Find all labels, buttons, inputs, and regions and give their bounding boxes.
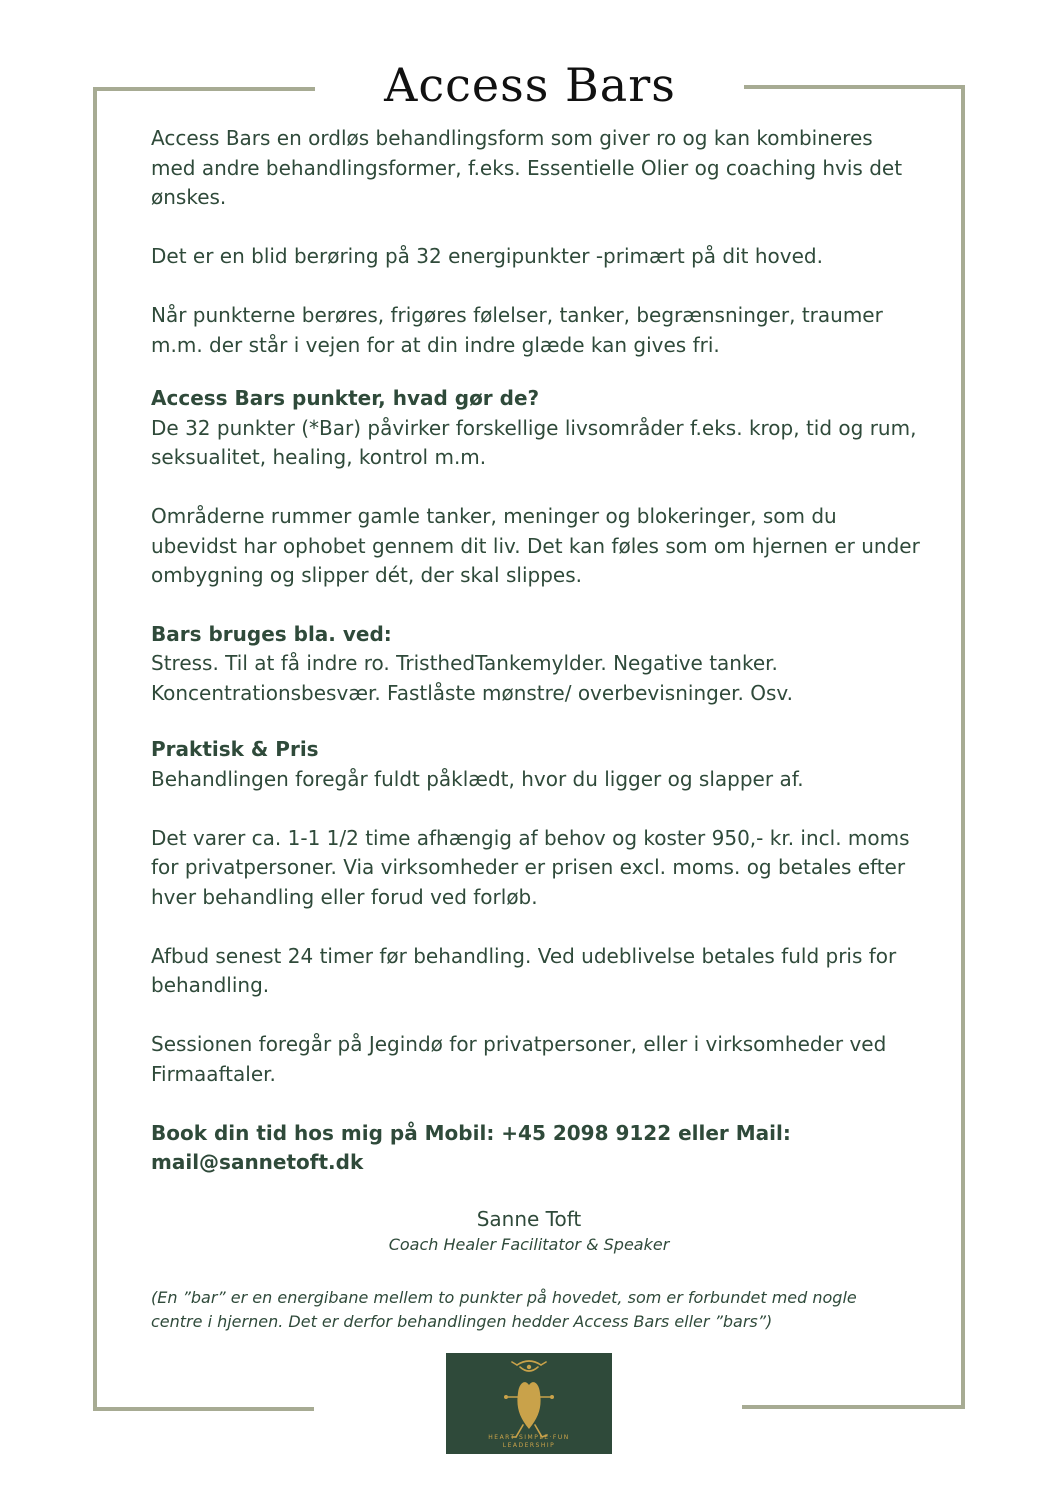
- footnote: (En ”bar” er en energibane mellem to punkter på hovedet, som er forbundet med nogle centre i hjernen. Det er derfor behandlingen hedder Access Bars eller ”bars”): [151, 1288, 857, 1331]
- signature-name: Sanne Toft: [476, 1207, 582, 1231]
- price-paragraph-2: Det varer ca. 1-1 1/2 time afhængig af behov og koster 950,- kr. incl. moms for privatpersoner. Via virksomheder er prisen excl. moms. og betales efter hver behandling eller forud ved forløb.: [151, 825, 910, 909]
- price-paragraph-4: Sessionen foregår på Jegindø for privatpersoner, eller i virksomheder ved Firmaaftaler.: [151, 1032, 887, 1086]
- signature: [151, 1205, 907, 1257]
- uses-paragraph: Stress. Til at få indre ro. TristhedTankemylder. Negative tanker. Koncentrationsbesvær. Fastlåste mønstre/ overbevisninger. Osv.: [151, 651, 794, 705]
- intro-paragraph-1: Access Bars en ordløs behandlingsform som giver ro og kan kombineres med andre behandlingsformer, f.eks. Essentielle Olier og coaching hvis det ønskes.: [151, 126, 903, 209]
- frame-bottom-right: [742, 1405, 965, 1409]
- intro-paragraph-3: Når punkterne berøres, frigøres følelser, tanker, begrænsninger, traumer m.m. der står i vejen for at din indre glæde kan gives fri.: [151, 303, 883, 357]
- frame-top-right: [744, 85, 965, 89]
- frame-top-left: [93, 87, 315, 91]
- frame-left: [93, 87, 97, 1411]
- logo-line-2: LEADERSHIP: [502, 1442, 556, 1449]
- points-paragraph-2: Områderne rummer gamle tanker, meninger og blokeringer, som du ubevidst har ophobet gennem dit liv. Det kan føles som om hjernen er under ombygning og slipper dét, der skal slippes.: [151, 504, 920, 587]
- signature-title: Coach Healer Facilitator & Speaker: [388, 1235, 670, 1254]
- frame-bottom-left: [93, 1407, 314, 1411]
- points-heading: Access Bars punkter, hvad gør de?: [151, 386, 540, 410]
- points-paragraph-1: De 32 punkter (*Bar) påvirker forskellige livsområder f.eks. krop, tid og rum, seksualitet, healing, kontrol m.m.: [151, 415, 917, 469]
- price-heading: Praktisk & Pris: [151, 737, 319, 761]
- brand-logo: [446, 1353, 612, 1454]
- page-title: Access Bars: [384, 58, 676, 112]
- price-paragraph-1: Behandlingen foregår fuldt påklædt, hvor du ligger og slapper af.: [151, 766, 804, 791]
- logo-line-1: HEART·SIMPLE·FUN: [488, 1434, 570, 1441]
- price-paragraph-3: Afbud senest 24 timer før behandling. Ved udeblivelse betales fuld pris for behandling.: [151, 943, 897, 997]
- frame-right: [961, 85, 965, 1409]
- intro-paragraph-2: Det er en blid berøring på 32 energipunkter -primært på dit hoved.: [151, 244, 823, 268]
- booking-contact: Book din tid hos mig på Mobil: +45 2098 9122 eller Mail: mail@sannetoft.dk: [151, 1120, 791, 1174]
- main-content: [151, 124, 921, 1178]
- uses-heading: Bars bruges bla. ved:: [151, 621, 392, 646]
